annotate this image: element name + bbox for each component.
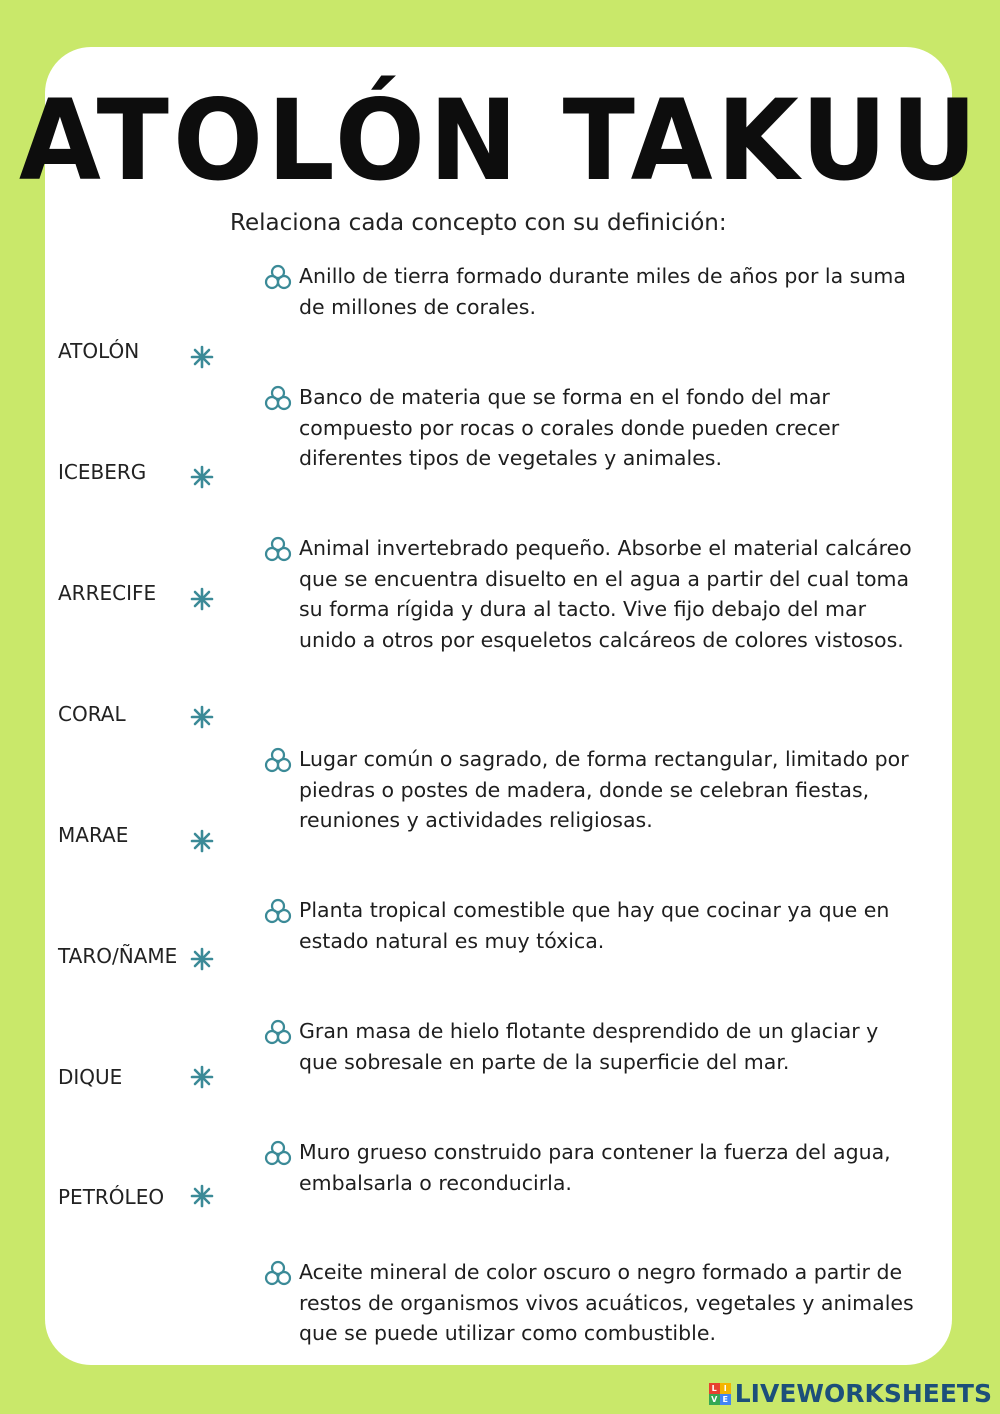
definition-item[interactable] [263, 382, 923, 474]
definition-item[interactable] [263, 533, 923, 655]
definition-text: Animal invertebrado pequeño. Absorbe el material calcáreo que se encuentra disuelto en el agua a partir del cual toma su forma rígida y dura al tacto. Vive fijo debajo del mar unido a otros por esqueletos calcáreos de colores vistosos. [299, 536, 912, 652]
connect-point-icon[interactable] [190, 947, 214, 971]
concept-label: ICEBERG [58, 460, 147, 484]
instructions: Relaciona cada concepto con su definición: [230, 210, 727, 236]
connect-point-icon[interactable] [190, 1184, 214, 1208]
swirl-bullet-icon [263, 1139, 293, 1167]
brand-name: LIVEWORKSHEETS [734, 1379, 992, 1408]
concept-label: PETRÓLEO [58, 1185, 165, 1209]
swirl-bullet-icon [263, 897, 293, 925]
concept-label: MARAE [58, 823, 129, 847]
connect-point-icon[interactable] [190, 587, 214, 611]
page-title: ATOLÓN TAKUU [18, 75, 982, 206]
concept-label: TARO/ÑAME [58, 944, 178, 968]
definition-text: Gran masa de hielo flotante desprendido de un glaciar y que sobresale en parte de la superficie del mar. [299, 1019, 879, 1074]
connect-point-icon[interactable] [190, 1065, 214, 1089]
swirl-bullet-icon [263, 535, 293, 563]
definition-text: Banco de materia que se forma en el fondo del mar compuesto por rocas o corales donde pueden crecer diferentes tipos de vegetales y animales. [299, 385, 840, 470]
definition-item[interactable] [263, 1257, 923, 1349]
connect-point-icon[interactable] [190, 345, 214, 369]
definition-item[interactable] [263, 744, 923, 836]
swirl-bullet-icon [263, 384, 293, 412]
definition-item[interactable] [263, 1137, 923, 1198]
connect-point-icon[interactable] [190, 465, 214, 489]
definition-text: Lugar común o sagrado, de forma rectangular, limitado por piedras o postes de madera, donde se celebran fiestas, reuniones y actividades religiosas. [299, 747, 909, 832]
definition-item[interactable] [263, 261, 923, 322]
concept-label: ATOLÓN [58, 339, 140, 363]
definition-text: Planta tropical comestible que hay que cocinar ya que en estado natural es muy tóxica. [299, 898, 890, 953]
liveworksheets-badge-icon: L I V E [709, 1383, 731, 1405]
swirl-bullet-icon [263, 263, 293, 291]
concept-label: CORAL [58, 702, 126, 726]
concept-label: DIQUE [58, 1065, 123, 1089]
connect-point-icon[interactable] [190, 705, 214, 729]
liveworksheets-logo [709, 1379, 992, 1408]
concept-label: ARRECIFE [58, 581, 157, 605]
swirl-bullet-icon [263, 1259, 293, 1287]
definition-text: Aceite mineral de color oscuro o negro formado a partir de restos de organismos vivos acuáticos, vegetales y animales que se puede utilizar como combustible. [299, 1260, 914, 1345]
definition-item[interactable] [263, 895, 923, 956]
definition-text: Anillo de tierra formado durante miles de años por la suma de millones de corales. [299, 264, 906, 319]
swirl-bullet-icon [263, 746, 293, 774]
definition-item[interactable] [263, 1016, 923, 1077]
connect-point-icon[interactable] [190, 829, 214, 853]
definition-text: Muro grueso construido para contener la fuerza del agua, embalsarla o reconducirla. [299, 1140, 891, 1195]
swirl-bullet-icon [263, 1018, 293, 1046]
